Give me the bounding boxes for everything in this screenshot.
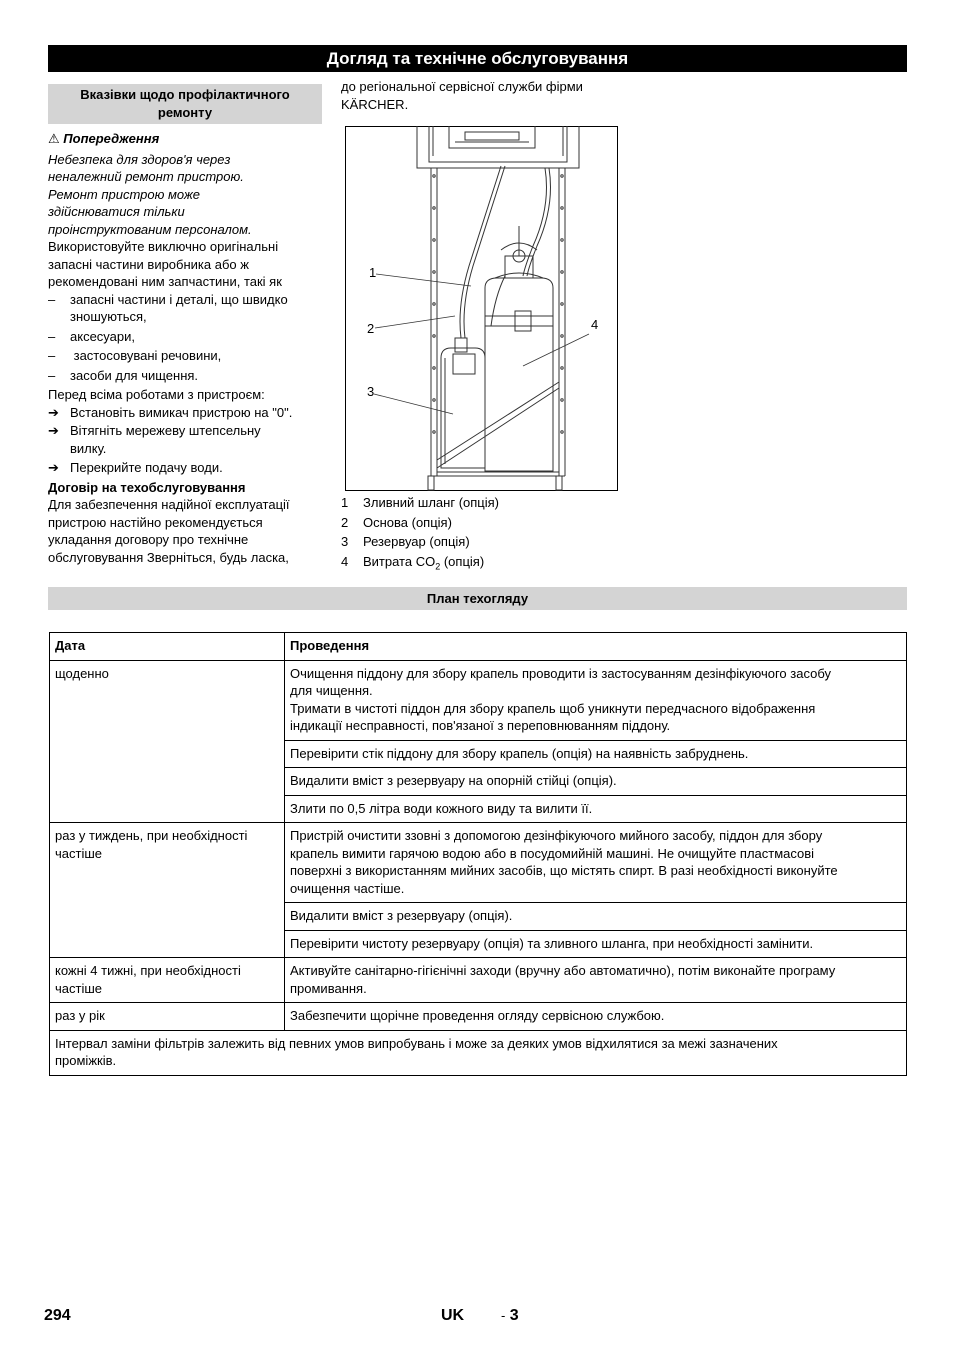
table-row <box>50 958 907 1003</box>
maintenance-instructions-column <box>48 84 322 566</box>
spare-parts-list <box>48 291 322 385</box>
figure-callout-3: 3 <box>367 384 375 399</box>
list-item: – аксесуари, <box>48 328 135 344</box>
section-heading-maintenance-instructions: Вказівки щодо профілактичного ремонту <box>48 84 322 124</box>
table-cell: Видалити вміст з резервуару на опорній стійці (опція). <box>285 768 907 796</box>
language-code: UK <box>441 1307 465 1324</box>
page-number: 294 <box>44 1307 71 1324</box>
table-cell: Очищення піддону для збору крапель проводити із застосуванням дезінфікуючого засобу для чищення. Тримати в чистоті піддон для збору крапель щоб уникнути передчасного відображення індикації несправності, пов'язаної з переповнюванням піддону. <box>285 660 907 740</box>
dash-bullet-icon: – <box>48 291 56 307</box>
dash-bullet-icon: – <box>48 348 56 363</box>
table-cell: Перевірити чистоту резервуару (опція) та зливного шланга, при необхідності замінити. <box>285 930 907 958</box>
list-item: – застосовувані речовини, <box>48 348 222 363</box>
dash-bullet-icon: – <box>48 328 56 344</box>
cabinet-co2-figure <box>345 126 618 491</box>
list-item: ➔ Встановіть вимикач пристрою на "0". <box>48 404 293 420</box>
list-item: ➔ Вітягніть мережеву штепсельну вилку. <box>48 423 261 456</box>
table-cell: Пристрій очистити ззовні з допомогою дезінфікуючого мийного засобу, піддон для збору крапель вимити гарячою водою або в посудомийній машині. Не очищуйте пластмасові поверхні з використанням мийних засобів, що містять спирт. В разі необхідності виконуйте очищення частіше. <box>285 823 907 903</box>
list-item: – запасні частини і деталі, що швидко зношуються, <box>48 291 288 324</box>
interval-weekly: раз у тиждень, при необхідності частіше <box>50 823 285 958</box>
interval-daily: щоденно <box>50 660 285 823</box>
column-header-date: Дата <box>50 633 285 661</box>
warning-text: Небезпека для здоров'я через неналежний ремонт пристрою. Ремонт пристрою може здійснюватися тільки проінструктованим персоналом. <box>48 151 252 237</box>
maintenance-plan-table <box>49 632 907 1076</box>
table-row <box>50 1003 907 1031</box>
spare-parts-paragraph: Використовуйте виключно оригінальні запасні частини виробника або ж рекомендовані ним запчастини, такі як <box>48 239 282 289</box>
table-row <box>50 660 907 740</box>
figure-callout-2: 2 <box>367 321 375 336</box>
list-item: ➔ Перекрийте подачу води. <box>48 460 223 475</box>
arrow-right-icon: ➔ <box>48 423 59 438</box>
contract-continuation: до регіональної сервісної служби фірми KÄRCHER. <box>341 79 583 112</box>
list-item: 1 Зливний шланг (опція) <box>341 495 499 510</box>
page-title: Догляд та технічне обслуговування <box>48 45 907 72</box>
table-header-row <box>50 633 907 661</box>
list-item: 4 Витрата $CO_2$ (опція) <box>341 553 485 572</box>
table-cell: Злити по 0,5 літра води кожного виду та вилити її. <box>285 795 907 823</box>
table-cell: Активуйте санітарно-гігієнічні заходи (вручну або автоматично), потім виконайте програму промивання. <box>285 958 907 1003</box>
table-row <box>50 1030 907 1075</box>
filter-interval-note: Інтервал заміни фільтрів залежить від певних умов випробувань і може за деяких умов відхилятися за межі зазначених проміжків. <box>50 1030 907 1075</box>
table-row <box>50 823 907 903</box>
figure-legend <box>341 493 631 571</box>
warning-heading <box>48 130 322 148</box>
arrow-right-icon: ➔ <box>48 404 59 420</box>
list-item: 3 Резервуар (опція) <box>341 534 470 549</box>
contract-heading: Договір на техобслуговування <box>48 479 246 495</box>
page-sub-number: - 3 <box>501 1307 519 1324</box>
section-heading-maintenance-plan: План техогляду <box>48 587 907 610</box>
interval-four-weeks: кожні 4 тижні, при необхідності частіше <box>50 958 285 1003</box>
table-cell: Перевірити стік піддону для збору крапель (опція) на наявність забруднень. <box>285 740 907 768</box>
before-work-text: Перед всіма роботами з пристроєм: <box>48 387 265 402</box>
contract-paragraph: Для забезпечення надійної експлуатації пристрою настійно рекомендується укладання договору про технічне обслуговування Зверніться, будь ласка, <box>48 497 290 565</box>
warning-triangle-icon: ⚠ <box>48 131 60 146</box>
table-cell: Видалити вміст з резервуару (опція). <box>285 903 907 931</box>
steps-list <box>48 404 322 477</box>
figure-callout-4: 4 <box>591 317 599 332</box>
warning-title: Попередження <box>63 131 160 146</box>
interval-yearly: раз у рік <box>50 1003 285 1031</box>
list-item: – засоби для чищення. <box>48 367 199 383</box>
arrow-right-icon: ➔ <box>48 460 59 475</box>
list-item: 2 Основа (опція) <box>341 514 452 530</box>
column-header-action: Проведення <box>285 633 907 661</box>
table-cell: Забезпечити щорічне проведення огляду сервісною службою. <box>285 1003 907 1031</box>
dash-bullet-icon: – <box>48 367 56 383</box>
figure-callout-1: 1 <box>369 265 377 280</box>
